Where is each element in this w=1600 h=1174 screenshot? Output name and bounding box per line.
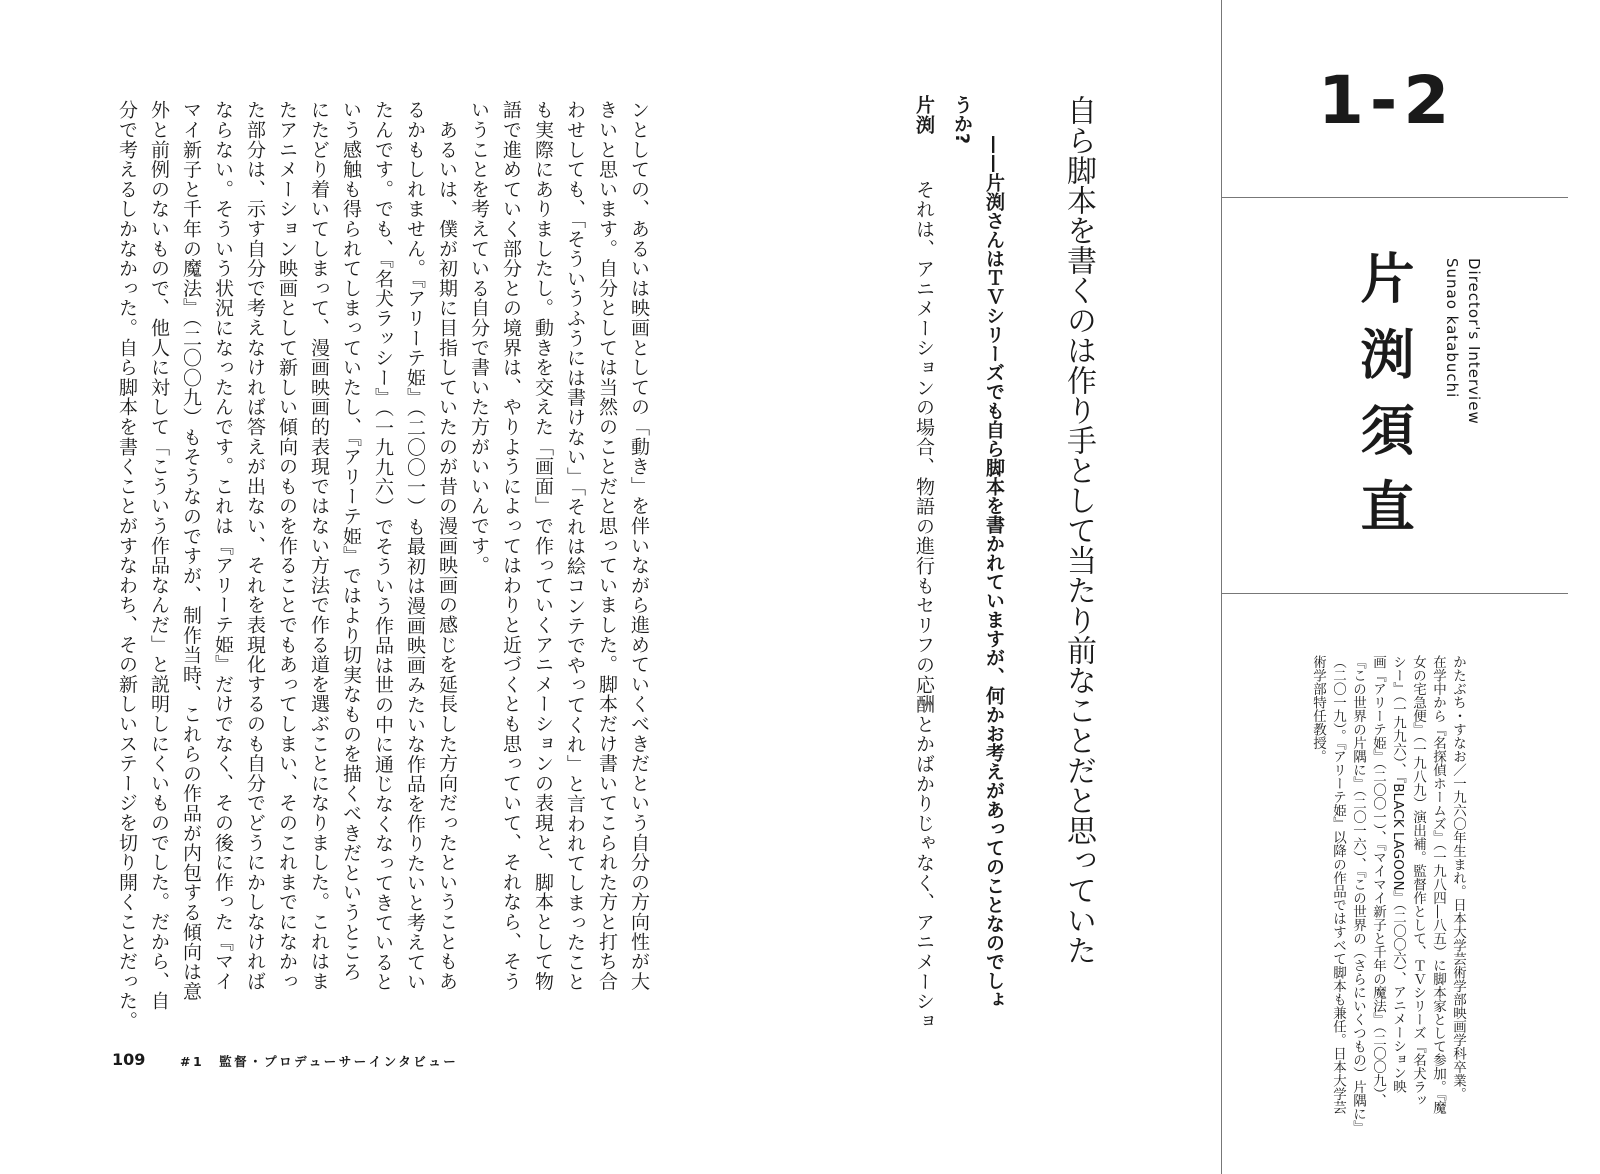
bio [1308, 655, 1468, 1134]
bio-line: （二〇一九）。『アリーテ姫』以降の作品ではすべて脚本も兼任。日本大学芸 [1330, 655, 1346, 1114]
interview-question [946, 95, 1010, 1009]
bio-line: 在学中から『名探偵ホームズ』（一九八四―八五）に脚本家として参加。『魔 [1430, 655, 1446, 1114]
bio-line: 術学部特任教授。 [1310, 655, 1326, 763]
body-line: いう感触も得られてしまっていたし、『アリーテ姫』ではより切実なものを描くべきだというところ [340, 100, 362, 982]
body-line: 分で考えるしかなかった。自ら脚本を書くことがすなわち、その新しいステージを切り開くことだった。 [116, 100, 138, 1031]
panel-divider-bottom [1221, 593, 1568, 594]
body-line: ならない。そういう状況になったんです。これは『アリーテ姫』だけでなく、その後に作った『マイ [212, 100, 234, 991]
answer-start [908, 95, 940, 1031]
interviewee-name: 片渕須直 [1352, 250, 1415, 554]
page-number: 109 [112, 1050, 146, 1069]
chapter-number: 1-2 [1318, 62, 1456, 139]
body-line: たアニメーション映画として新しい傾向のものを作ることでもあってしまい、そのこれまでになかっ [276, 100, 298, 991]
body-line: たんです。でも、『名犬ラッシー』（一九九六）でそういう作品は世の中に通じなくなってきていると [372, 100, 394, 992]
body-line: 語で進めていく部分との境界は、やりようによってはわりと近づくとも思っていて、それなら、そう [500, 100, 522, 991]
panel-divider-vertical [1221, 0, 1222, 1174]
body-line: きいと思います。自分としては当然のことだと思っていました。脚本だけ書いてこられた方と打ち合 [596, 100, 618, 991]
question-line: ——片渕さんはＴＶシリーズでも自ら脚本を書かれていますが、何かお考えがあってのことなのでしょ [983, 135, 1005, 1009]
body-text [111, 100, 655, 1031]
bio-line: シー』（一九九六）、『BLACK LAGOON』（二〇〇六）、アニメーション映 [1390, 655, 1406, 1094]
bio-line: 『この世界の片隅に』（二〇一六）、『この世界の（さらにいくつもの）片隅に』 [1350, 655, 1366, 1135]
body-line: わせしても、「そういうふうには書けない」「それは絵コンテでやってくれ」と言われてしまったこと [564, 100, 586, 992]
headline: 自ら脚本を書くのは作り手として当たり前なことだと思っていた [1061, 95, 1096, 965]
panel-divider-top [1221, 197, 1568, 198]
body-line: た部分は、示す自分で考えなければ答えが出ない、それを表現化するのも自分でどうにかしなければ [244, 100, 266, 991]
label-line: Director's Interview [1465, 258, 1483, 425]
body-line: も実際にありましたし。動きを交えた「画面」で作っていくアニメーションの表現と、脚本として物 [532, 100, 554, 991]
body-line: マイ新子と千年の魔法』（二〇〇九）もそうなのですが、制作当時、これらの作品が内包する傾向は意 [180, 100, 202, 1002]
answer-text: それは、アニメーションの場合、物語の進行もセリフの応酬とかばかりじゃなく、アニメーショ [913, 179, 935, 1032]
body-line: ンとしての、あるいは映画としての「動き」を伴いながら進めていくべきだという自分の方向性が大 [628, 100, 650, 991]
body-line: にたどり着いてしまって、漫画映画的表現ではない方法で作る道を選ぶことになりました。これはま [308, 100, 330, 991]
running-title: #1 監督・プロデューサーインタビュー [180, 1054, 459, 1069]
body-line: 外と前例のないもので、他人に対して「こういう作品なんだ」と説明しにくいものでした。だから、自 [148, 100, 170, 1011]
body-line: いうことを考えている自分で書いた方がいいんです。 [468, 100, 490, 576]
label-line: Sunao katabuchi [1443, 258, 1461, 399]
bio-line: 画『アリーテ姫』（二〇〇一）、『マイマイ新子と千年の魔法』（二〇〇九）、 [1370, 655, 1386, 1108]
bio-line: 女の宅急便』（一九八九）演出補。監督作として、ＴＶシリーズ『名犬ラッ [1410, 655, 1426, 1108]
speaker-name: 片渕 [913, 95, 935, 135]
question-line: うか? [951, 95, 973, 145]
body-line: るかもしれません。『アリーテ姫』（二〇〇一）も最初は漫画映画みたいな作品を作りたいと考えてい [404, 100, 426, 992]
interview-label [1441, 258, 1485, 425]
bio-line: かたぶち・すなお／一九六〇年生まれ。日本大学芸術学部映画学科卒業。 [1450, 655, 1466, 1101]
body-line: あるいは、僕が初期に目指していたのが昔の漫画映画の感じを延長した方向だったということもあ [436, 100, 458, 991]
